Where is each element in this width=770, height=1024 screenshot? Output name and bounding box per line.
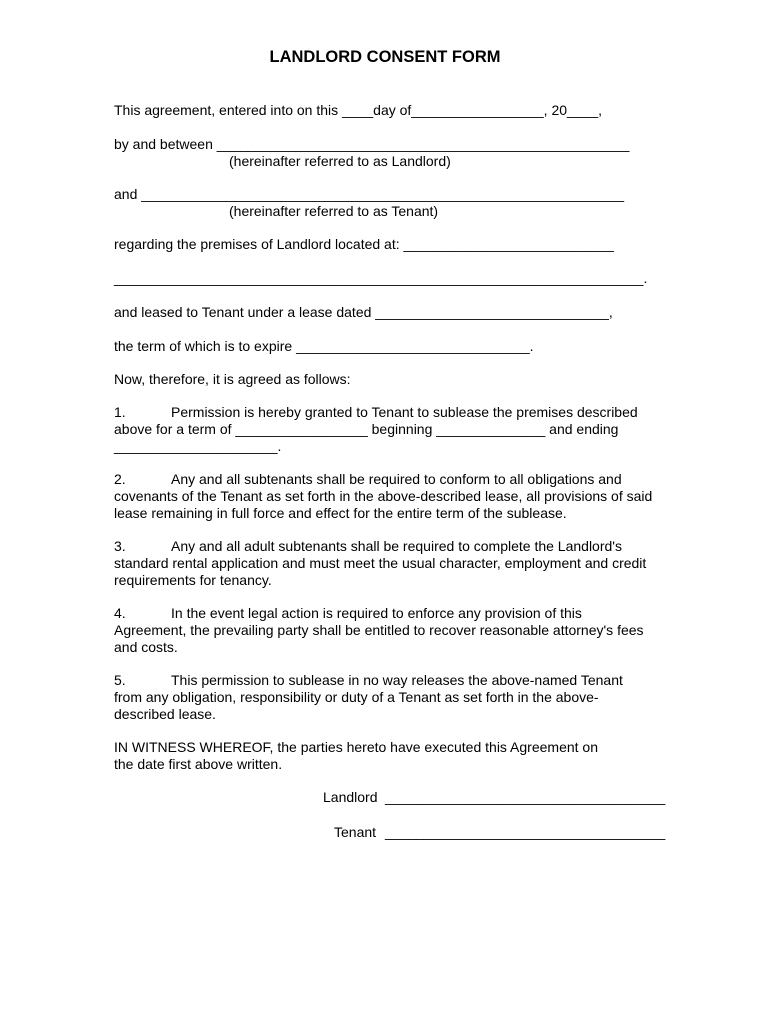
witness-line-1: IN WITNESS WHEREOF, the parties hereto have executed this Agreement on [114,739,598,755]
clause-number: 5. [114,672,126,688]
clause-number: 2. [114,471,126,487]
document-title: LANDLORD CONSENT FORM [269,48,501,66]
landlord-reference: (hereinafter referred to as Landlord) [229,153,451,169]
clause-2-line-3: lease remaining in full force and effect for the entire term of the sublease. [114,505,567,521]
witness-line-2: the date first above written. [114,756,283,772]
term-expire-line: the term of which is to expire ______________________________. [114,338,534,354]
clause-text: Permission is hereby granted to Tenant to sublease the premises described [171,404,638,420]
clause-1-line-3: _____________________. [114,438,282,454]
clause-4-line-2: Agreement, the prevailing party shall be entitled to recover reasonable attorney's fees [114,622,644,638]
clause-5-line-2: from any obligation, responsibility or duty of a Tenant as set forth in the above- [114,689,599,705]
clause-number: 1. [114,404,126,420]
clause-5-line-1 [114,672,623,689]
landlord-signature-line[interactable]: ____________________________________ [385,789,666,805]
clause-4-line-1 [114,605,582,622]
clause-3-line-2: standard rental application and must meet the usual character, employment and credit [114,555,647,571]
clause-5-line-3: described lease. [114,706,216,722]
between-line: by and between _____________________________________________________ [114,136,630,152]
clause-2-line-2: covenants of the Tenant as set forth in the above-described lease, all provisions of said [114,488,653,504]
and-line: and ______________________________________________________________ [114,186,624,202]
lease-dated-line: and leased to Tenant under a lease dated ______________________________, [114,304,613,320]
clause-text: Any and all adult subtenants shall be required to complete the Landlord's [171,538,622,554]
tenant-signature-line[interactable]: ____________________________________ [385,824,666,840]
tenant-signature-label: Tenant [334,824,377,840]
agreement-date-line: This agreement, entered into on this ____day of_________________, 20____, [114,102,603,118]
clause-2-line-1 [114,471,622,488]
clause-number: 4. [114,605,126,621]
clause-text: Any and all subtenants shall be required to conform to all obligations and [171,471,622,487]
clause-text: This permission to sublease in no way releases the above-named Tenant [171,672,623,688]
clause-4-line-3: and costs. [114,639,178,655]
landlord-signature-label: Landlord [323,789,378,805]
clause-number: 3. [114,538,126,554]
clause-3-line-3: requirements for tenancy. [114,572,272,588]
clause-3-line-1 [114,538,622,555]
agreed-as-follows: Now, therefore, it is agreed as follows: [114,371,351,387]
clause-1-line-1 [114,404,638,421]
clause-1-line-2: above for a term of _________________ beginning ______________ and ending [114,421,619,437]
tenant-reference: (hereinafter referred to as Tenant) [229,203,439,219]
premises-line: regarding the premises of Landlord located at: ___________________________ [114,236,614,252]
premises-continuation: ____________________________________________________________________. [114,270,648,286]
clause-text: In the event legal action is required to enforce any provision of this [171,605,582,621]
